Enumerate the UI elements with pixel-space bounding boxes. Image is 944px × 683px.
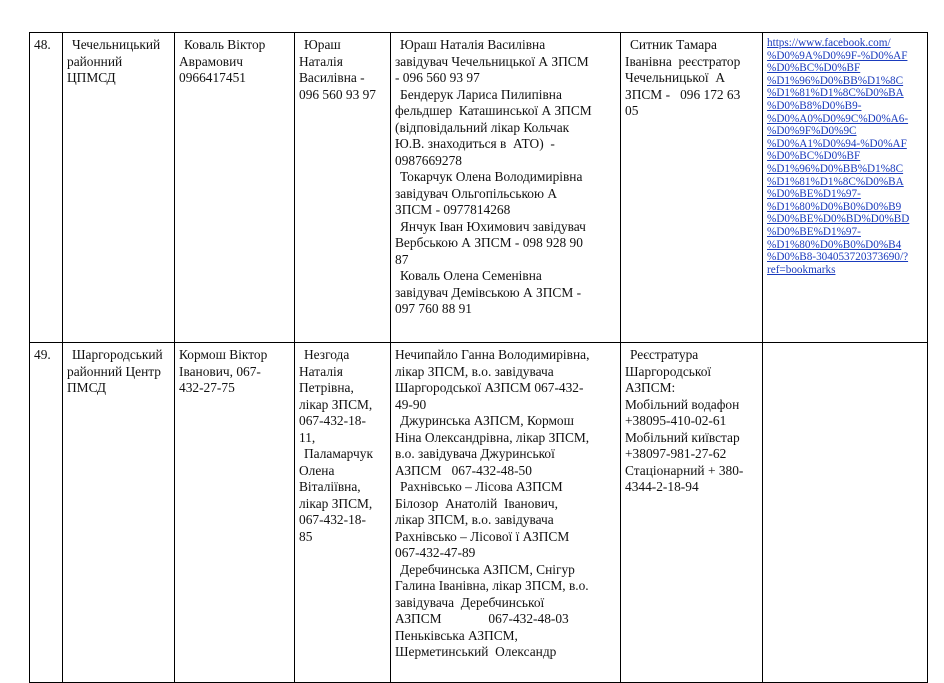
links-line[interactable]: %D1%96%D0%BB%D1%8C	[767, 74, 904, 87]
link-cell	[763, 343, 928, 683]
heads-line: Білозор Анатолій Іванович,	[395, 495, 558, 511]
deputy-line: Василівна -	[299, 70, 365, 85]
links-line[interactable]: %D1%80%D0%B0%D0%B4	[767, 238, 902, 251]
heads-line: лікар ЗПСМ, в.о. завідувача	[395, 512, 554, 527]
table-body	[30, 33, 928, 683]
heads-line: Нечипайло Ганна Володимирівна,	[395, 347, 590, 362]
registrar-line: +38097-981-27-62	[625, 446, 727, 461]
deputy-line: 11,	[299, 429, 316, 445]
heads-line: 067-432-47-89	[395, 545, 476, 560]
director-line: Іванович, 067-	[179, 363, 261, 379]
row-number-text: 49.	[34, 347, 51, 362]
director-line: Кормош Віктор	[179, 347, 268, 362]
deputy-line: Наталія	[299, 53, 343, 69]
heads-line: Шерметинський Олександр	[395, 644, 557, 659]
heads-line: Ніна Олександрівна, лікар ЗПСМ,	[395, 429, 590, 445]
registrar-line: +38095-410-02-61	[625, 413, 727, 428]
heads-line: завідувач Ольгопільською А	[395, 185, 558, 201]
deputy-cell	[295, 33, 391, 343]
heads-line: лікар ЗПСМ, в.о. завідувача	[395, 363, 554, 379]
links-line[interactable]: %D0%BC%D0%BF	[767, 62, 861, 75]
registrar-line: Чечельницької А	[625, 70, 725, 85]
director-cell	[175, 33, 295, 343]
links-line[interactable]: https://www.facebook.com/	[767, 37, 891, 49]
link-cell	[763, 33, 928, 343]
heads-line: Рахнівсько – Лісова АЗПСМ	[400, 479, 563, 494]
institution-line: ЦПМСД	[67, 70, 116, 85]
heads-line: - 096 560 93 97	[395, 70, 480, 85]
links-line[interactable]: %D0%BE%D1%97-	[767, 225, 861, 238]
registrar-line: ЗПСМ - 096 172 63	[625, 86, 741, 102]
deputy-cell	[295, 343, 391, 683]
links-line[interactable]: %D0%B8%D0%B9-	[767, 99, 862, 112]
deputy-line: Незгода	[304, 347, 350, 362]
deputy-line: Юраш	[304, 37, 341, 52]
institution-cell	[63, 33, 175, 343]
heads-line: Рахнівсько – Лісової ї АЗПСМ	[395, 528, 570, 544]
heads-line: Галина Іванівна, лікар ЗПСМ, в.о.	[395, 578, 589, 593]
row-number-text: 48.	[34, 37, 51, 52]
institution-line: ПМСД	[67, 380, 106, 395]
director-line: Аврамович	[179, 53, 244, 69]
heads-line: Юраш Наталія Василівна	[400, 37, 546, 52]
heads-line: завідувач Демівською А ЗПСМ -	[395, 284, 582, 300]
table-row	[30, 343, 928, 683]
heads-line: завідувача Деребчинської	[395, 594, 545, 610]
links-line[interactable]: %D0%A1%D0%94-%D0%AF	[767, 137, 907, 150]
links-line[interactable]: %D0%A0%D0%9C%D0%A6-	[767, 112, 909, 125]
heads-line: Коваль Олена Семенівна	[400, 268, 542, 283]
heads-line: Шаргородської АЗПСМ 067-432-	[395, 380, 584, 395]
heads-line: АЗПСМ 067-432-48-03	[395, 611, 569, 626]
registrar-line: Реєстратура	[630, 347, 699, 362]
registrar-line: Ситник Тамара	[630, 37, 717, 52]
director-cell	[175, 343, 295, 683]
registrar-line: Стаціонарний + 380-	[625, 462, 744, 478]
heads-line: завідувач Чечельницької А ЗПСМ	[395, 53, 589, 69]
registrar-line: АЗПСМ:	[625, 380, 676, 395]
institution-line: районний	[67, 53, 123, 69]
registrar-line: Мобільний київстар	[625, 429, 740, 445]
links-line[interactable]: %D1%81%D1%8C%D0%BA	[767, 175, 904, 188]
deputy-line: 85	[299, 528, 313, 544]
row-number	[30, 33, 63, 343]
links-line[interactable]: %D0%BE%D1%97-	[767, 188, 861, 201]
deputy-line: Віталіївна,	[299, 479, 361, 494]
heads-line: (відповідальний лікар Кольчак	[395, 119, 570, 135]
heads-line: Пеньківська АЗПСМ,	[395, 627, 518, 643]
institutions-table	[29, 32, 928, 683]
heads-line: Джуринська АЗПСМ, Кормош	[400, 413, 574, 428]
registrar-line: 05	[625, 103, 639, 118]
director-line: 432-27-75	[179, 380, 235, 395]
links-line[interactable]: %D1%96%D0%BB%D1%8C	[767, 162, 904, 175]
links-line[interactable]: %D0%BE%D0%BD%D0%BD	[767, 213, 910, 226]
institution-line: Шаргородський	[72, 347, 163, 362]
institution-line: Чечельницький	[72, 37, 161, 52]
heads-line: Деребчинська АЗПСМ, Снігур	[400, 561, 575, 577]
links-line[interactable]: ref=bookmarks	[767, 263, 836, 276]
registrar-cell	[621, 33, 763, 343]
heads-line: 87	[395, 251, 409, 267]
director-line: 0966417451	[179, 70, 246, 85]
heads-line: в.о. завідувача Джуринської	[395, 446, 555, 461]
links-line[interactable]: %D1%80%D0%B0%D0%B9	[767, 200, 902, 213]
registrar-cell	[621, 343, 763, 683]
institution-line: районний Центр	[67, 363, 162, 379]
deputy-line: 067-432-18-	[299, 413, 366, 428]
heads-line: 0987669278	[395, 152, 462, 168]
heads-line: Токарчук Олена Володимирівна	[400, 169, 583, 184]
heads-line: Вербською А ЗПСМ - 098 928 90	[395, 235, 583, 250]
table-row	[30, 33, 928, 343]
director-line: Коваль Віктор	[184, 37, 266, 52]
deputy-line: Петрівна,	[299, 380, 354, 395]
row-number	[30, 343, 63, 683]
heads-line: Ю.В. знаходиться в АТО) -	[395, 136, 555, 151]
branch-heads-cell	[391, 33, 621, 343]
heads-line: фельдшер Каташинської А ЗПСМ	[395, 103, 592, 118]
heads-line: ЗПСМ - 0977814268	[395, 202, 511, 217]
deputy-line: Наталія	[299, 363, 343, 379]
links-line[interactable]: %D1%81%D1%8C%D0%BA	[767, 87, 904, 100]
links-line[interactable]: %D0%9F%D0%9C	[767, 125, 857, 138]
deputy-line: 067-432-18-	[299, 512, 366, 527]
registrar-line: Шаргородської	[625, 363, 712, 379]
deputy-line: Паламарчук	[304, 446, 373, 461]
deputy-line: Олена	[299, 462, 335, 478]
deputy-line: 096 560 93 97	[299, 86, 376, 102]
links-line[interactable]: %D0%9A%D0%9F-%D0%AF	[767, 49, 908, 62]
heads-line: Бендерук Лариса Пилипівна	[400, 86, 562, 102]
deputy-line: лікар ЗПСМ,	[299, 495, 373, 511]
heads-line: 097 760 88 91	[395, 301, 472, 316]
registrar-line: Іванівна реєстратор	[625, 53, 741, 69]
heads-line: Янчук Іван Юхимович завідувач	[400, 218, 586, 234]
registrar-line: 4344-2-18-94	[625, 479, 699, 494]
institution-cell	[63, 343, 175, 683]
heads-line: АЗПСМ 067-432-48-50	[395, 462, 532, 478]
links-line[interactable]: %D0%BC%D0%BF	[767, 150, 861, 163]
registrar-line: Мобільний водафон	[625, 396, 740, 412]
branch-heads-cell	[391, 343, 621, 683]
deputy-line: лікар ЗПСМ,	[299, 396, 373, 412]
links-line[interactable]: %D0%B8-304053720373690/?	[767, 251, 909, 264]
heads-line: 49-90	[395, 396, 427, 412]
